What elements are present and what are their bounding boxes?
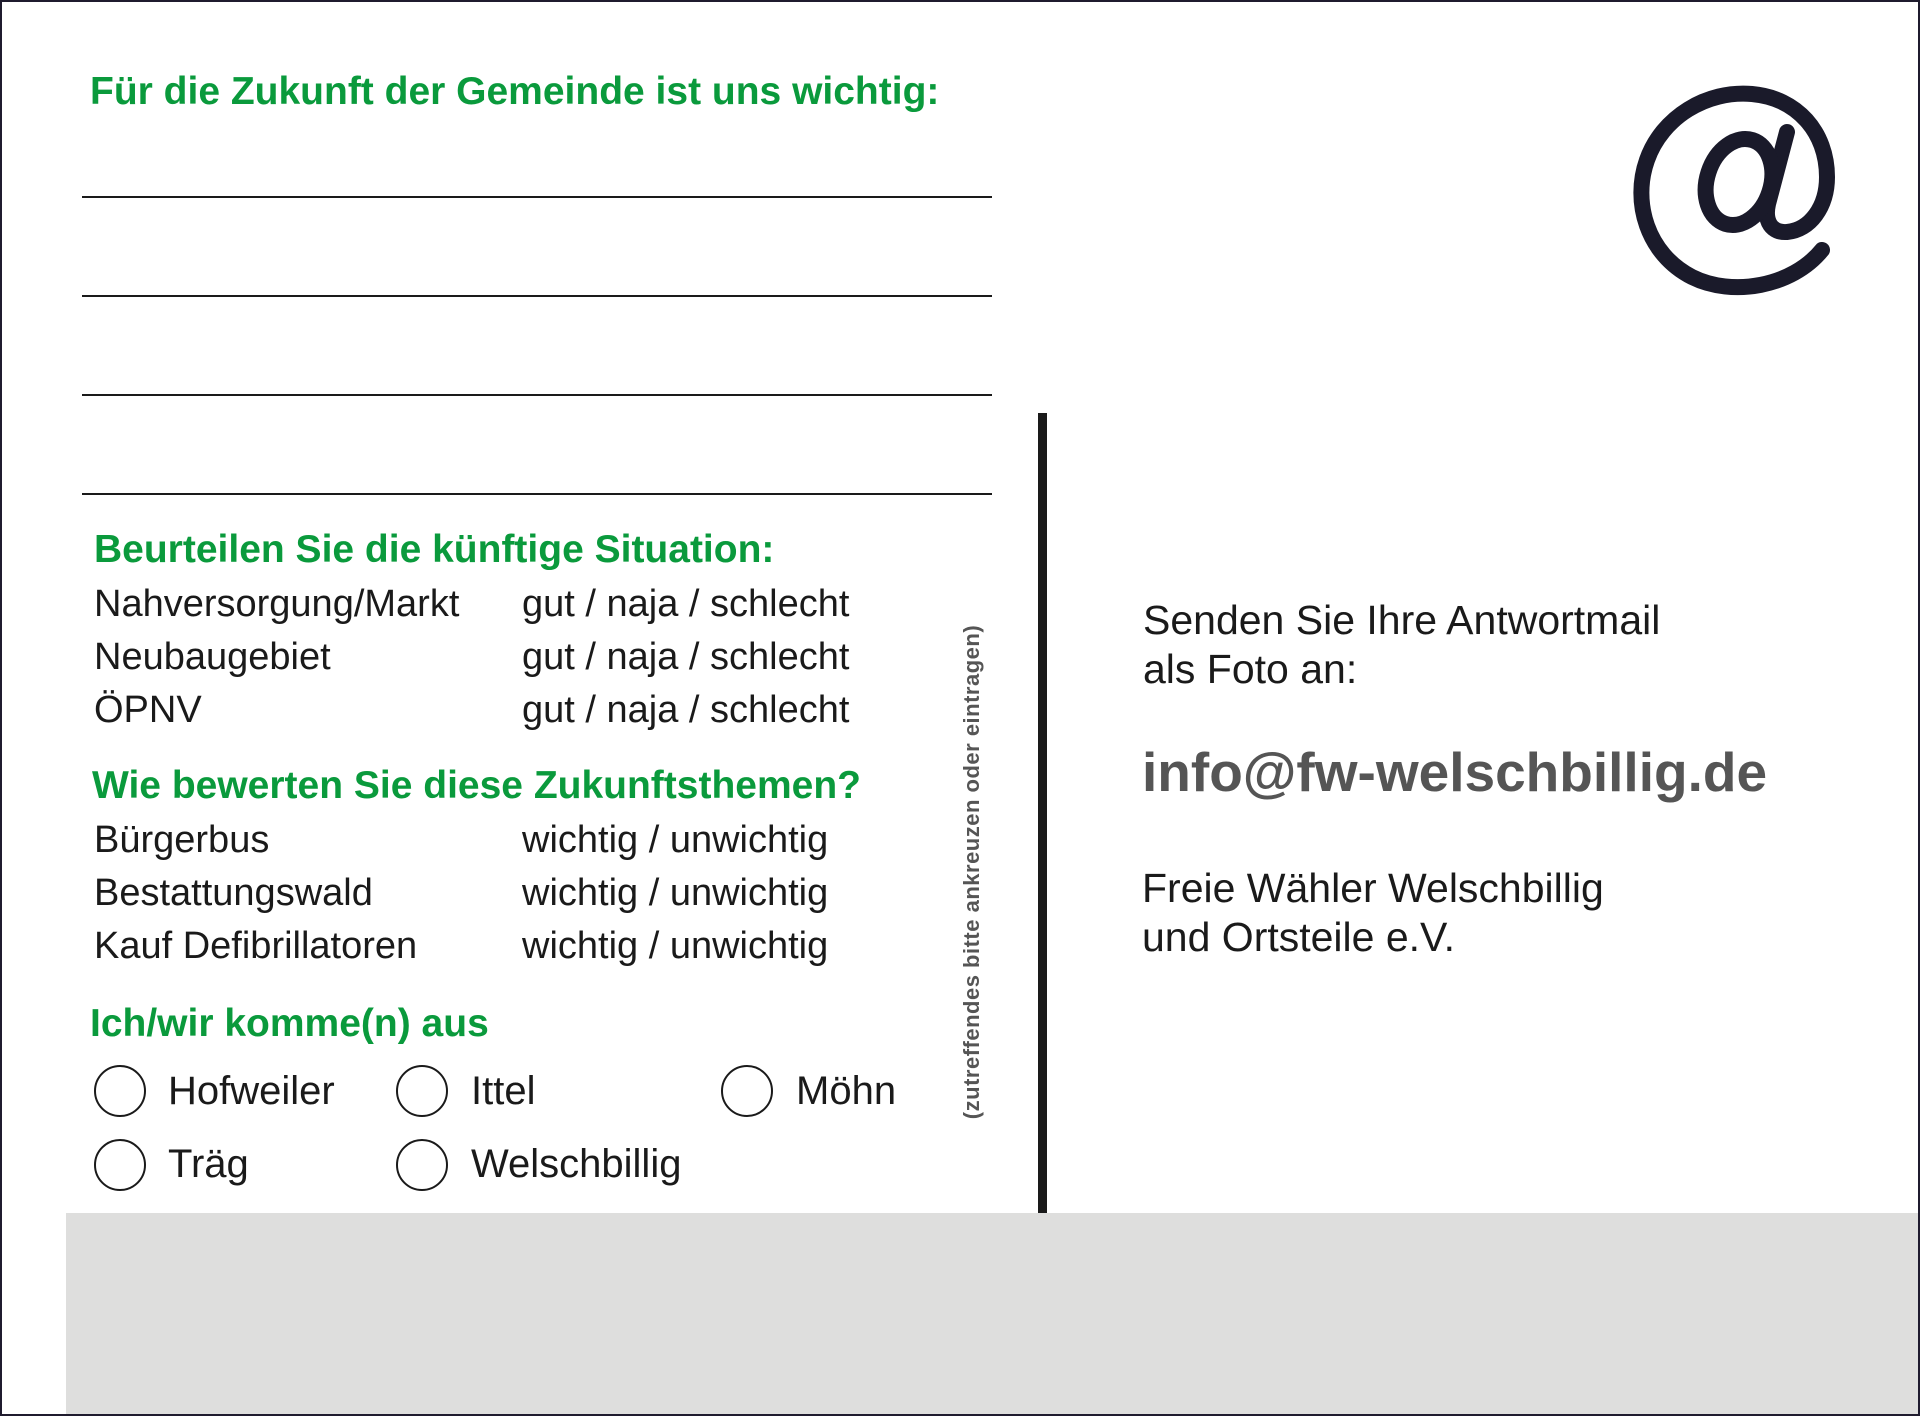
topic-row-label: Bestattungswald: [94, 872, 373, 914]
situation-row-label: Nahversorgung/Markt: [94, 583, 460, 625]
origin-heading: Ich/wir komme(n) aus: [90, 1002, 489, 1045]
organization-line: Freie Wähler Welschbillig: [1142, 865, 1604, 911]
situation-heading: Beurteilen Sie die künftige Situation:: [94, 528, 775, 571]
place-label-hofweiler: Hofweiler: [168, 1069, 335, 1113]
write-in-line-4[interactable]: [82, 493, 992, 495]
topic-row-label: Kauf Defibrillatoren: [94, 925, 418, 967]
place-label-moehn: Möhn: [796, 1069, 897, 1113]
situation-row-options[interactable]: gut / naja / schlecht: [522, 689, 850, 731]
place-label-welschbillig: Welschbillig: [471, 1142, 682, 1186]
situation-row-options[interactable]: gut / naja / schlecht: [522, 636, 850, 678]
topic-row-label: Bürgerbus: [94, 819, 270, 861]
organization-name: [1142, 864, 1604, 962]
place-label-ittel: Ittel: [471, 1069, 536, 1113]
send-instruction-line: Senden Sie Ihre Antwortmail: [1143, 597, 1661, 643]
place-label-traeg: Träg: [168, 1142, 249, 1186]
vertical-instruction-note: (zutreffendes bitte ankreuzen oder eintragen): [959, 624, 984, 1120]
send-instruction-line: als Foto an:: [1143, 646, 1358, 692]
radio-traeg[interactable]: [94, 1139, 146, 1191]
radio-moehn[interactable]: [721, 1065, 773, 1117]
email-address[interactable]: info@fw-welschbillig.de: [1142, 741, 1768, 803]
situation-row-options[interactable]: gut / naja / schlecht: [522, 583, 850, 625]
future-heading: Für die Zukunft der Gemeinde ist uns wichtig:: [90, 70, 940, 113]
bottom-grey-strip: [66, 1213, 1920, 1416]
organization-line: und Ortsteile e.V.: [1142, 914, 1456, 960]
situation-row-label: Neubaugebiet: [94, 636, 331, 678]
at-sign-icon: [1622, 82, 1842, 302]
topic-row-options[interactable]: wichtig / unwichtig: [522, 925, 829, 967]
send-instruction: [1143, 596, 1660, 694]
radio-hofweiler[interactable]: [94, 1065, 146, 1117]
topic-row-options[interactable]: wichtig / unwichtig: [522, 872, 829, 914]
radio-ittel[interactable]: [396, 1065, 448, 1117]
write-in-line-1[interactable]: [82, 196, 992, 198]
write-in-line-3[interactable]: [82, 394, 992, 396]
vertical-divider: [1038, 413, 1047, 1213]
topics-heading: Wie bewerten Sie diese Zukunftsthemen?: [92, 764, 861, 807]
write-in-line-2[interactable]: [82, 295, 992, 297]
situation-row-label: ÖPNV: [94, 689, 202, 731]
radio-welschbillig[interactable]: [396, 1139, 448, 1191]
topic-row-options[interactable]: wichtig / unwichtig: [522, 819, 829, 861]
